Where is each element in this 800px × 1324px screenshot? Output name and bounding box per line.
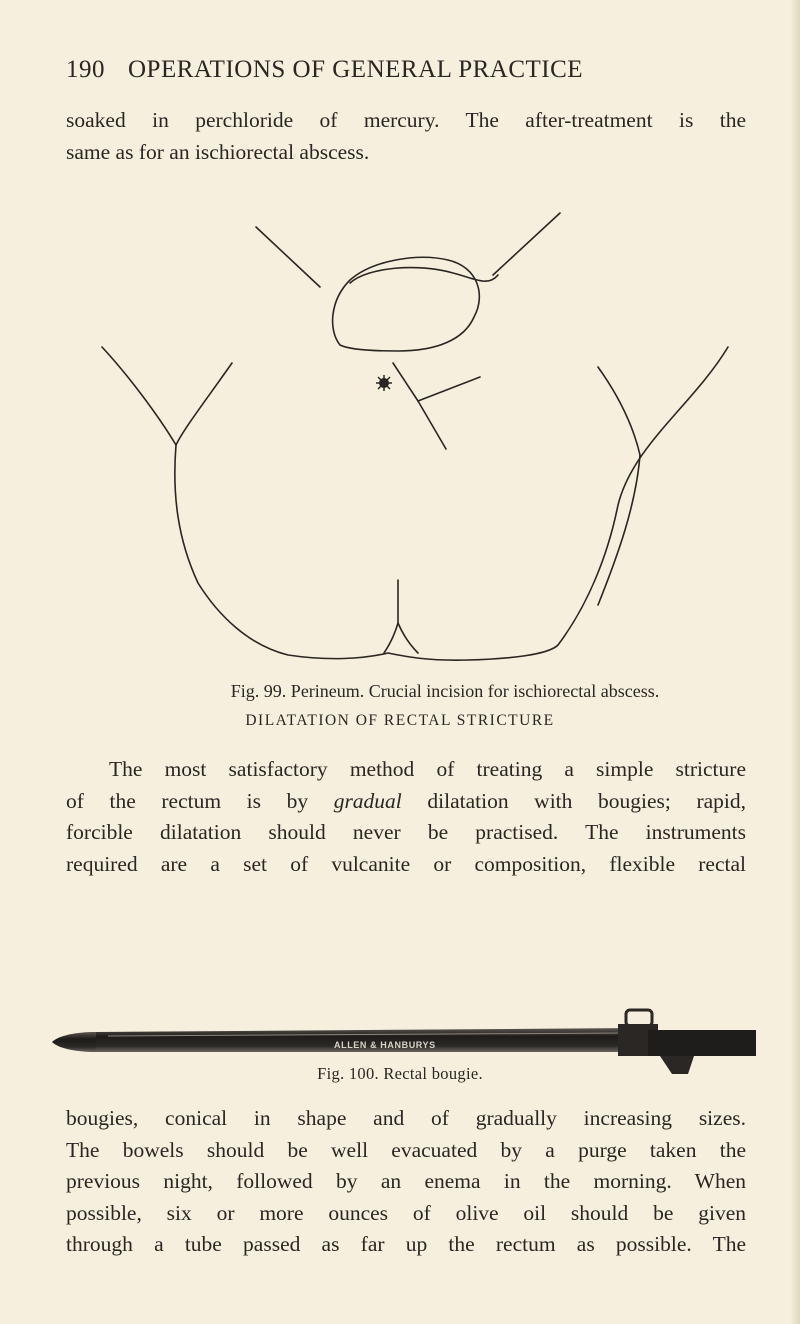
text-line: The bowels should be well evacuated by a purge taken the — [66, 1137, 746, 1162]
text-line: The most satisfactory method of treating a simple stricture — [109, 757, 746, 781]
bougie-tip — [52, 1032, 96, 1052]
maker-stamp: ALLEN & HANBURYS — [334, 1040, 436, 1050]
running-title: OPERATIONS OF GENERAL PRACTICE — [128, 56, 584, 83]
anus-mark — [376, 375, 392, 391]
figure-99-caption: Fig. 99. Perineum. Crucial incision for ischiorectal abscess. — [230, 681, 660, 701]
text-line: through a tube passed as far up the rectum as possible. The — [66, 1232, 746, 1256]
text-line: soaked in perchloride of mercury. The after-treatment is the — [66, 108, 746, 132]
perineum-illustration — [88, 205, 748, 675]
text-line — [66, 786, 746, 818]
text-line: forcible dilatation should never be practised. The instruments — [66, 820, 746, 844]
bougie-ring — [626, 1010, 652, 1026]
incision-upper-left — [393, 363, 418, 401]
paragraph-1 — [66, 104, 746, 168]
incision-lower — [418, 401, 446, 449]
upper-left-line — [256, 227, 320, 287]
upper-ellipse — [333, 257, 480, 351]
bougie-handle — [648, 1030, 756, 1056]
incision-upper-right — [418, 377, 480, 401]
outer-outline — [102, 347, 728, 660]
text-fragment: of the rectum is by — [66, 788, 334, 813]
inner-left-curve — [176, 363, 232, 445]
text-line: possible, six or more ounces of olive oil should be given — [66, 1200, 746, 1225]
page-edge-shadow — [790, 0, 800, 1324]
inner-right-lower — [598, 455, 640, 605]
text-line: bougies, conical in shape and of gradually increasing sizes. — [66, 1106, 746, 1130]
emphasis-gradual: gradual — [333, 788, 402, 813]
text-fragment: dilatation with bougies; rapid, — [401, 788, 746, 813]
page-number: 190 — [66, 56, 105, 83]
text-line: required are a set of vulcanite or composition, flexible rectal — [66, 851, 746, 876]
paragraph-3 — [66, 1103, 746, 1261]
inner-right-curve — [598, 367, 640, 455]
figure-100-caption: Fig. 100. Rectal bougie. — [317, 1064, 483, 1083]
section-heading: DILATATION OF RECTAL STRICTURE — [245, 712, 555, 729]
running-header — [66, 56, 746, 84]
paragraph-2 — [66, 754, 746, 880]
text-line: same as for an ischiorectal abscess. — [66, 140, 370, 164]
upper-right-line — [493, 213, 560, 275]
text-line: previous night, followed by an enema in the morning. When — [66, 1169, 746, 1193]
natal-cleft-right — [398, 623, 418, 653]
natal-cleft — [384, 580, 398, 653]
